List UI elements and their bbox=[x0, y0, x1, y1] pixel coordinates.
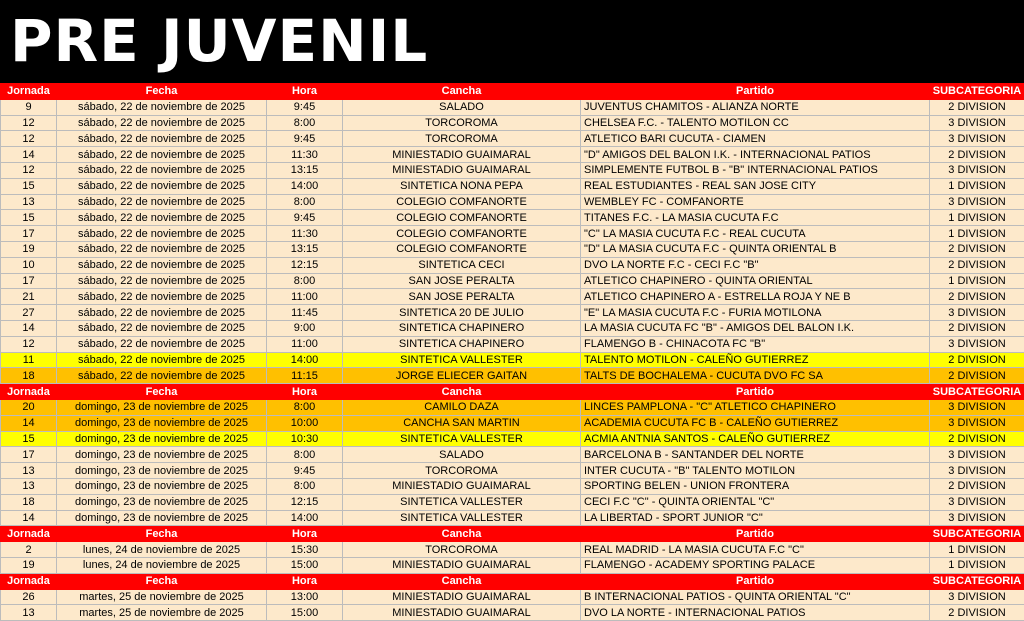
table-row bbox=[1, 289, 1024, 305]
table-row bbox=[1, 494, 1024, 510]
schedule-body bbox=[1, 84, 1024, 621]
cell-jornada: 14 bbox=[1, 320, 57, 336]
cell-partido: LINCES PAMPLONA - "C" ATLETICO CHAPINERO bbox=[581, 399, 930, 415]
cell-hora: 13:15 bbox=[267, 241, 343, 257]
cell-hora: 13:00 bbox=[267, 589, 343, 605]
cell-partido: ACADEMIA CUCUTA FC B - CALEÑO GUTIERREZ bbox=[581, 415, 930, 431]
cell-partido: B INTERNACIONAL PATIOS - QUINTA ORIENTAL "C" bbox=[581, 589, 930, 605]
table-row bbox=[1, 542, 1024, 558]
table-row bbox=[1, 557, 1024, 573]
cell-cancha: SINTETICA VALLESTER bbox=[343, 352, 581, 368]
cell-jornada: 13 bbox=[1, 194, 57, 210]
table-row bbox=[1, 162, 1024, 178]
cell-hora: 8:00 bbox=[267, 273, 343, 289]
cell-partido: "E" LA MASIA CUCUTA F.C - FURIA MOTILONA bbox=[581, 305, 930, 321]
header-partido: Partido bbox=[581, 384, 930, 400]
table-row bbox=[1, 320, 1024, 336]
cell-subcategoria: 3 DIVISION bbox=[930, 510, 1024, 526]
cell-hora: 9:45 bbox=[267, 131, 343, 147]
cell-jornada: 9 bbox=[1, 99, 57, 115]
header-fecha: Fecha bbox=[57, 526, 267, 542]
table-row bbox=[1, 368, 1024, 384]
cell-partido: ATLETICO BARI CUCUTA - CIAMEN bbox=[581, 131, 930, 147]
cell-cancha: SALADO bbox=[343, 99, 581, 115]
cell-jornada: 19 bbox=[1, 241, 57, 257]
title-bar bbox=[0, 0, 1024, 83]
cell-jornada: 13 bbox=[1, 605, 57, 621]
cell-partido: JUVENTUS CHAMITOS - ALIANZA NORTE bbox=[581, 99, 930, 115]
cell-subcategoria: 2 DIVISION bbox=[930, 320, 1024, 336]
table-row bbox=[1, 352, 1024, 368]
cell-jornada: 15 bbox=[1, 431, 57, 447]
cell-jornada: 13 bbox=[1, 463, 57, 479]
cell-partido: ATLETICO CHAPINERO A - ESTRELLA ROJA Y NE B bbox=[581, 289, 930, 305]
cell-hora: 8:00 bbox=[267, 194, 343, 210]
cell-subcategoria: 3 DIVISION bbox=[930, 399, 1024, 415]
cell-hora: 10:00 bbox=[267, 415, 343, 431]
cell-subcategoria: 2 DIVISION bbox=[930, 289, 1024, 305]
header-partido: Partido bbox=[581, 84, 930, 100]
cell-cancha: SAN JOSE PERALTA bbox=[343, 273, 581, 289]
cell-subcategoria: 1 DIVISION bbox=[930, 273, 1024, 289]
cell-fecha: lunes, 24 de noviembre de 2025 bbox=[57, 557, 267, 573]
cell-hora: 11:15 bbox=[267, 368, 343, 384]
cell-jornada: 17 bbox=[1, 273, 57, 289]
section-header-row bbox=[1, 573, 1024, 589]
header-partido: Partido bbox=[581, 526, 930, 542]
cell-hora: 11:00 bbox=[267, 289, 343, 305]
schedule-table bbox=[0, 83, 1024, 621]
cell-cancha: TORCOROMA bbox=[343, 131, 581, 147]
cell-fecha: sábado, 22 de noviembre de 2025 bbox=[57, 226, 267, 242]
cell-fecha: sábado, 22 de noviembre de 2025 bbox=[57, 336, 267, 352]
cell-hora: 13:15 bbox=[267, 162, 343, 178]
cell-partido: LA MASIA CUCUTA FC "B" - AMIGOS DEL BALON I.K. bbox=[581, 320, 930, 336]
cell-hora: 14:00 bbox=[267, 352, 343, 368]
table-row bbox=[1, 589, 1024, 605]
cell-subcategoria: 2 DIVISION bbox=[930, 352, 1024, 368]
cell-partido: FLAMENGO - ACADEMY SPORTING PALACE bbox=[581, 557, 930, 573]
table-row bbox=[1, 415, 1024, 431]
cell-cancha: SINTETICA CHAPINERO bbox=[343, 320, 581, 336]
table-row bbox=[1, 194, 1024, 210]
cell-partido: TALTS DE BOCHALEMA - CUCUTA DVO FC SA bbox=[581, 368, 930, 384]
table-row bbox=[1, 399, 1024, 415]
cell-subcategoria: 3 DIVISION bbox=[930, 415, 1024, 431]
cell-cancha: COLEGIO COMFANORTE bbox=[343, 210, 581, 226]
cell-cancha: TORCOROMA bbox=[343, 463, 581, 479]
cell-subcategoria: 1 DIVISION bbox=[930, 557, 1024, 573]
cell-cancha: COLEGIO COMFANORTE bbox=[343, 194, 581, 210]
cell-jornada: 12 bbox=[1, 336, 57, 352]
page-title: PRE JUVENIL bbox=[10, 6, 428, 76]
table-row bbox=[1, 99, 1024, 115]
cell-subcategoria: 3 DIVISION bbox=[930, 589, 1024, 605]
cell-jornada: 11 bbox=[1, 352, 57, 368]
cell-jornada: 17 bbox=[1, 447, 57, 463]
cell-partido: REAL MADRID - LA MASIA CUCUTA F.C "C" bbox=[581, 542, 930, 558]
header-fecha: Fecha bbox=[57, 384, 267, 400]
cell-cancha: MINIESTADIO GUAIMARAL bbox=[343, 147, 581, 163]
cell-fecha: sábado, 22 de noviembre de 2025 bbox=[57, 178, 267, 194]
cell-hora: 11:30 bbox=[267, 226, 343, 242]
table-row bbox=[1, 605, 1024, 621]
cell-cancha: SALADO bbox=[343, 447, 581, 463]
cell-fecha: sábado, 22 de noviembre de 2025 bbox=[57, 305, 267, 321]
cell-subcategoria: 3 DIVISION bbox=[930, 131, 1024, 147]
cell-fecha: sábado, 22 de noviembre de 2025 bbox=[57, 368, 267, 384]
cell-hora: 11:30 bbox=[267, 147, 343, 163]
cell-subcategoria: 3 DIVISION bbox=[930, 463, 1024, 479]
cell-subcategoria: 3 DIVISION bbox=[930, 336, 1024, 352]
cell-fecha: martes, 25 de noviembre de 2025 bbox=[57, 589, 267, 605]
header-fecha: Fecha bbox=[57, 573, 267, 589]
cell-cancha: SINTETICA CHAPINERO bbox=[343, 336, 581, 352]
cell-partido: LA LIBERTAD - SPORT JUNIOR "C" bbox=[581, 510, 930, 526]
cell-jornada: 27 bbox=[1, 305, 57, 321]
table-row bbox=[1, 257, 1024, 273]
cell-jornada: 18 bbox=[1, 368, 57, 384]
cell-hora: 8:00 bbox=[267, 115, 343, 131]
cell-fecha: domingo, 23 de noviembre de 2025 bbox=[57, 494, 267, 510]
cell-fecha: sábado, 22 de noviembre de 2025 bbox=[57, 115, 267, 131]
cell-cancha: COLEGIO COMFANORTE bbox=[343, 241, 581, 257]
cell-jornada: 10 bbox=[1, 257, 57, 273]
table-row bbox=[1, 115, 1024, 131]
header-jornada: Jornada bbox=[1, 573, 57, 589]
cell-partido: "C" LA MASIA CUCUTA F.C - REAL CUCUTA bbox=[581, 226, 930, 242]
header-subcategoria: SUBCATEGORIA bbox=[930, 84, 1024, 100]
cell-cancha: COLEGIO COMFANORTE bbox=[343, 226, 581, 242]
cell-fecha: sábado, 22 de noviembre de 2025 bbox=[57, 273, 267, 289]
cell-fecha: sábado, 22 de noviembre de 2025 bbox=[57, 241, 267, 257]
cell-cancha: SINTETICA 20 DE JULIO bbox=[343, 305, 581, 321]
cell-fecha: sábado, 22 de noviembre de 2025 bbox=[57, 352, 267, 368]
header-fecha: Fecha bbox=[57, 84, 267, 100]
cell-hora: 15:00 bbox=[267, 605, 343, 621]
cell-partido: CECI F.C "C" - QUINTA ORIENTAL "C" bbox=[581, 494, 930, 510]
cell-fecha: sábado, 22 de noviembre de 2025 bbox=[57, 131, 267, 147]
header-jornada: Jornada bbox=[1, 84, 57, 100]
cell-partido: FLAMENGO B - CHINACOTA FC "B" bbox=[581, 336, 930, 352]
table-row bbox=[1, 305, 1024, 321]
table-row bbox=[1, 431, 1024, 447]
cell-fecha: sábado, 22 de noviembre de 2025 bbox=[57, 320, 267, 336]
table-row bbox=[1, 463, 1024, 479]
table-row bbox=[1, 478, 1024, 494]
cell-hora: 14:00 bbox=[267, 510, 343, 526]
cell-fecha: domingo, 23 de noviembre de 2025 bbox=[57, 510, 267, 526]
cell-subcategoria: 2 DIVISION bbox=[930, 605, 1024, 621]
cell-jornada: 14 bbox=[1, 510, 57, 526]
cell-hora: 9:00 bbox=[267, 320, 343, 336]
cell-subcategoria: 3 DIVISION bbox=[930, 447, 1024, 463]
cell-subcategoria: 2 DIVISION bbox=[930, 431, 1024, 447]
cell-jornada: 19 bbox=[1, 557, 57, 573]
cell-subcategoria: 3 DIVISION bbox=[930, 305, 1024, 321]
header-hora: Hora bbox=[267, 526, 343, 542]
header-subcategoria: SUBCATEGORIA bbox=[930, 384, 1024, 400]
cell-subcategoria: 1 DIVISION bbox=[930, 178, 1024, 194]
cell-jornada: 13 bbox=[1, 478, 57, 494]
cell-fecha: domingo, 23 de noviembre de 2025 bbox=[57, 415, 267, 431]
cell-cancha: TORCOROMA bbox=[343, 542, 581, 558]
cell-fecha: lunes, 24 de noviembre de 2025 bbox=[57, 542, 267, 558]
cell-hora: 15:30 bbox=[267, 542, 343, 558]
cell-partido: INTER CUCUTA - "B" TALENTO MOTILON bbox=[581, 463, 930, 479]
header-subcategoria: SUBCATEGORIA bbox=[930, 573, 1024, 589]
cell-cancha: MINIESTADIO GUAIMARAL bbox=[343, 605, 581, 621]
cell-cancha: SINTETICA VALLESTER bbox=[343, 494, 581, 510]
cell-jornada: 15 bbox=[1, 178, 57, 194]
header-hora: Hora bbox=[267, 384, 343, 400]
table-row bbox=[1, 273, 1024, 289]
cell-hora: 8:00 bbox=[267, 478, 343, 494]
cell-jornada: 20 bbox=[1, 399, 57, 415]
header-hora: Hora bbox=[267, 84, 343, 100]
section-header-row bbox=[1, 526, 1024, 542]
cell-cancha: JORGE ELIECER GAITAN bbox=[343, 368, 581, 384]
header-jornada: Jornada bbox=[1, 526, 57, 542]
header-cancha: Cancha bbox=[343, 84, 581, 100]
cell-fecha: domingo, 23 de noviembre de 2025 bbox=[57, 447, 267, 463]
cell-partido: TITANES F.C. - LA MASIA CUCUTA F.C bbox=[581, 210, 930, 226]
cell-hora: 12:15 bbox=[267, 494, 343, 510]
table-row bbox=[1, 510, 1024, 526]
cell-partido: WEMBLEY FC - COMFANORTE bbox=[581, 194, 930, 210]
cell-subcategoria: 2 DIVISION bbox=[930, 368, 1024, 384]
cell-hora: 15:00 bbox=[267, 557, 343, 573]
cell-partido: "D" AMIGOS DEL BALON I.K. - INTERNACIONAL PATIOS bbox=[581, 147, 930, 163]
cell-subcategoria: 1 DIVISION bbox=[930, 210, 1024, 226]
cell-partido: REAL ESTUDIANTES - REAL SAN JOSE CITY bbox=[581, 178, 930, 194]
cell-subcategoria: 1 DIVISION bbox=[930, 226, 1024, 242]
cell-partido: ATLETICO CHAPINERO - QUINTA ORIENTAL bbox=[581, 273, 930, 289]
cell-jornada: 12 bbox=[1, 131, 57, 147]
cell-partido: DVO LA NORTE F.C - CECI F.C "B" bbox=[581, 257, 930, 273]
cell-hora: 9:45 bbox=[267, 463, 343, 479]
cell-hora: 9:45 bbox=[267, 210, 343, 226]
cell-cancha: TORCOROMA bbox=[343, 115, 581, 131]
cell-hora: 12:15 bbox=[267, 257, 343, 273]
cell-jornada: 26 bbox=[1, 589, 57, 605]
header-cancha: Cancha bbox=[343, 526, 581, 542]
cell-fecha: sábado, 22 de noviembre de 2025 bbox=[57, 162, 267, 178]
cell-subcategoria: 3 DIVISION bbox=[930, 494, 1024, 510]
cell-fecha: sábado, 22 de noviembre de 2025 bbox=[57, 257, 267, 273]
cell-subcategoria: 2 DIVISION bbox=[930, 257, 1024, 273]
cell-jornada: 2 bbox=[1, 542, 57, 558]
cell-partido: ACMIA ANTNIA SANTOS - CALEÑO GUTIERREZ bbox=[581, 431, 930, 447]
cell-fecha: sábado, 22 de noviembre de 2025 bbox=[57, 210, 267, 226]
cell-hora: 9:45 bbox=[267, 99, 343, 115]
cell-fecha: sábado, 22 de noviembre de 2025 bbox=[57, 289, 267, 305]
cell-subcategoria: 2 DIVISION bbox=[930, 241, 1024, 257]
cell-partido: "D" LA MASIA CUCUTA F.C - QUINTA ORIENTAL B bbox=[581, 241, 930, 257]
cell-fecha: domingo, 23 de noviembre de 2025 bbox=[57, 478, 267, 494]
cell-jornada: 12 bbox=[1, 162, 57, 178]
cell-fecha: martes, 25 de noviembre de 2025 bbox=[57, 605, 267, 621]
cell-hora: 11:45 bbox=[267, 305, 343, 321]
cell-subcategoria: 3 DIVISION bbox=[930, 162, 1024, 178]
cell-hora: 14:00 bbox=[267, 178, 343, 194]
cell-partido: DVO LA NORTE - INTERNACIONAL PATIOS bbox=[581, 605, 930, 621]
cell-cancha: MINIESTADIO GUAIMARAL bbox=[343, 557, 581, 573]
cell-partido: BARCELONA B - SANTANDER DEL NORTE bbox=[581, 447, 930, 463]
header-hora: Hora bbox=[267, 573, 343, 589]
cell-cancha: CAMILO DAZA bbox=[343, 399, 581, 415]
header-cancha: Cancha bbox=[343, 384, 581, 400]
section-header-row bbox=[1, 384, 1024, 400]
table-row bbox=[1, 226, 1024, 242]
cell-partido: CHELSEA F.C. - TALENTO MOTILON CC bbox=[581, 115, 930, 131]
section-header-row bbox=[1, 84, 1024, 100]
cell-jornada: 14 bbox=[1, 147, 57, 163]
cell-cancha: MINIESTADIO GUAIMARAL bbox=[343, 162, 581, 178]
cell-fecha: domingo, 23 de noviembre de 2025 bbox=[57, 463, 267, 479]
cell-hora: 8:00 bbox=[267, 447, 343, 463]
cell-cancha: MINIESTADIO GUAIMARAL bbox=[343, 478, 581, 494]
table-row bbox=[1, 147, 1024, 163]
header-subcategoria: SUBCATEGORIA bbox=[930, 526, 1024, 542]
cell-fecha: domingo, 23 de noviembre de 2025 bbox=[57, 431, 267, 447]
table-row bbox=[1, 336, 1024, 352]
cell-hora: 8:00 bbox=[267, 399, 343, 415]
cell-cancha: MINIESTADIO GUAIMARAL bbox=[343, 589, 581, 605]
cell-partido: SIMPLEMENTE FUTBOL B - "B" INTERNACIONAL PATIOS bbox=[581, 162, 930, 178]
cell-cancha: CANCHA SAN MARTIN bbox=[343, 415, 581, 431]
table-row bbox=[1, 131, 1024, 147]
cell-subcategoria: 3 DIVISION bbox=[930, 115, 1024, 131]
cell-subcategoria: 1 DIVISION bbox=[930, 542, 1024, 558]
cell-fecha: sábado, 22 de noviembre de 2025 bbox=[57, 99, 267, 115]
cell-subcategoria: 2 DIVISION bbox=[930, 147, 1024, 163]
cell-jornada: 21 bbox=[1, 289, 57, 305]
cell-cancha: SINTETICA CECI bbox=[343, 257, 581, 273]
table-row bbox=[1, 178, 1024, 194]
cell-hora: 10:30 bbox=[267, 431, 343, 447]
cell-hora: 11:00 bbox=[267, 336, 343, 352]
cell-cancha: SINTETICA VALLESTER bbox=[343, 431, 581, 447]
table-row bbox=[1, 210, 1024, 226]
cell-fecha: sábado, 22 de noviembre de 2025 bbox=[57, 194, 267, 210]
cell-jornada: 12 bbox=[1, 115, 57, 131]
cell-jornada: 14 bbox=[1, 415, 57, 431]
cell-fecha: sábado, 22 de noviembre de 2025 bbox=[57, 147, 267, 163]
cell-cancha: SAN JOSE PERALTA bbox=[343, 289, 581, 305]
cell-cancha: SINTETICA NONA PEPA bbox=[343, 178, 581, 194]
cell-fecha: domingo, 23 de noviembre de 2025 bbox=[57, 399, 267, 415]
cell-subcategoria: 3 DIVISION bbox=[930, 194, 1024, 210]
header-partido: Partido bbox=[581, 573, 930, 589]
cell-subcategoria: 2 DIVISION bbox=[930, 478, 1024, 494]
table-row bbox=[1, 447, 1024, 463]
cell-cancha: SINTETICA VALLESTER bbox=[343, 510, 581, 526]
cell-subcategoria: 2 DIVISION bbox=[930, 99, 1024, 115]
cell-jornada: 15 bbox=[1, 210, 57, 226]
cell-partido: TALENTO MOTILON - CALEÑO GUTIERREZ bbox=[581, 352, 930, 368]
header-cancha: Cancha bbox=[343, 573, 581, 589]
table-row bbox=[1, 241, 1024, 257]
cell-jornada: 17 bbox=[1, 226, 57, 242]
cell-partido: SPORTING BELEN - UNION FRONTERA bbox=[581, 478, 930, 494]
cell-jornada: 18 bbox=[1, 494, 57, 510]
header-jornada: Jornada bbox=[1, 384, 57, 400]
